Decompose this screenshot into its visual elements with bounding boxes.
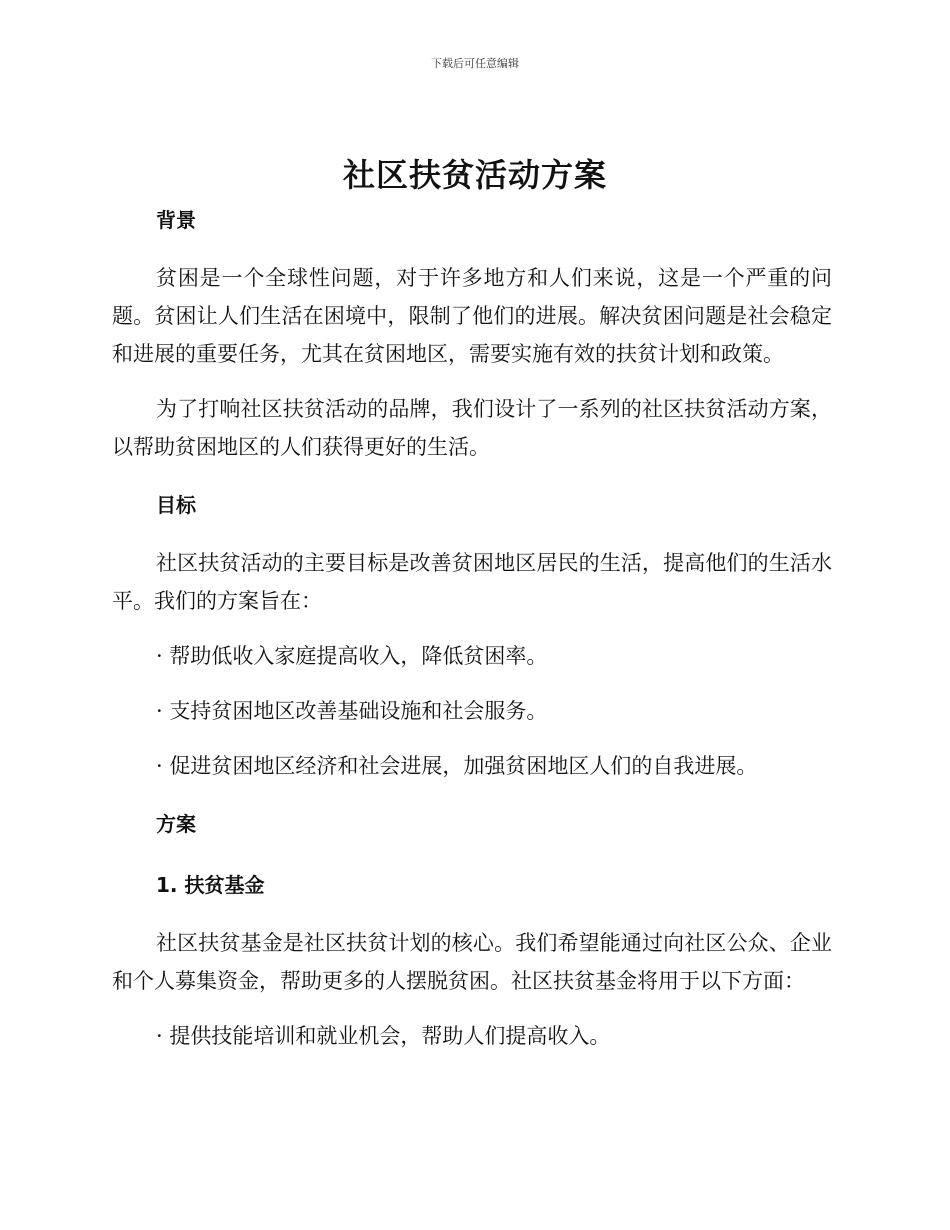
paragraph-goal-1: 社区扶贫活动的主要目标是改善贫困地区居民的生活，提高他们的生活水平。我们的方案旨在：	[112, 551, 832, 613]
document-title: 社区扶贫活动方案	[342, 156, 607, 194]
header-note: 下载后可任意编辑	[431, 57, 519, 70]
paragraph-background-2: 为了打响社区扶贫活动的品牌，我们设计了一系列的社区扶贫活动方案，以帮助贫困地区的人们获得更好的生活。	[112, 397, 832, 459]
section-heading-goal: 目标	[156, 493, 196, 517]
list-item-goal-3: · 促进贫困地区经济和社会进展，加强贫困地区人们的自我进展。	[156, 754, 758, 778]
paragraph-background-1: 贫困是一个全球性问题，对于许多地方和人们来说，这是一个严重的问题。贫困让人们生活在困境中，限制了他们的进展。解决贫困问题是社会稳定和进展的重要任务，尤其在贫困地区，需要实施有效的扶贫计划和政策。	[112, 266, 832, 366]
list-item-goal-2: · 支持贫困地区改善基础设施和社会服务。	[156, 699, 548, 723]
paragraph-fund-1: 社区扶贫基金是社区扶贫计划的核心。我们希望能通过向社区公众、企业和个人募集资金，帮助更多的人摆脱贫困。社区扶贫基金将用于以下方面：	[112, 931, 832, 993]
subsection-heading-fund: 1. 扶贫基金	[156, 873, 265, 897]
section-heading-plan: 方案	[156, 812, 196, 836]
list-item-goal-1: · 帮助低收入家庭提高收入，降低贫困率。	[156, 644, 548, 668]
list-item-fund-1: · 提供技能培训和就业机会，帮助人们提高收入。	[156, 1024, 611, 1048]
section-heading-background: 背景	[156, 208, 196, 232]
document-body	[112, 198, 832, 1055]
